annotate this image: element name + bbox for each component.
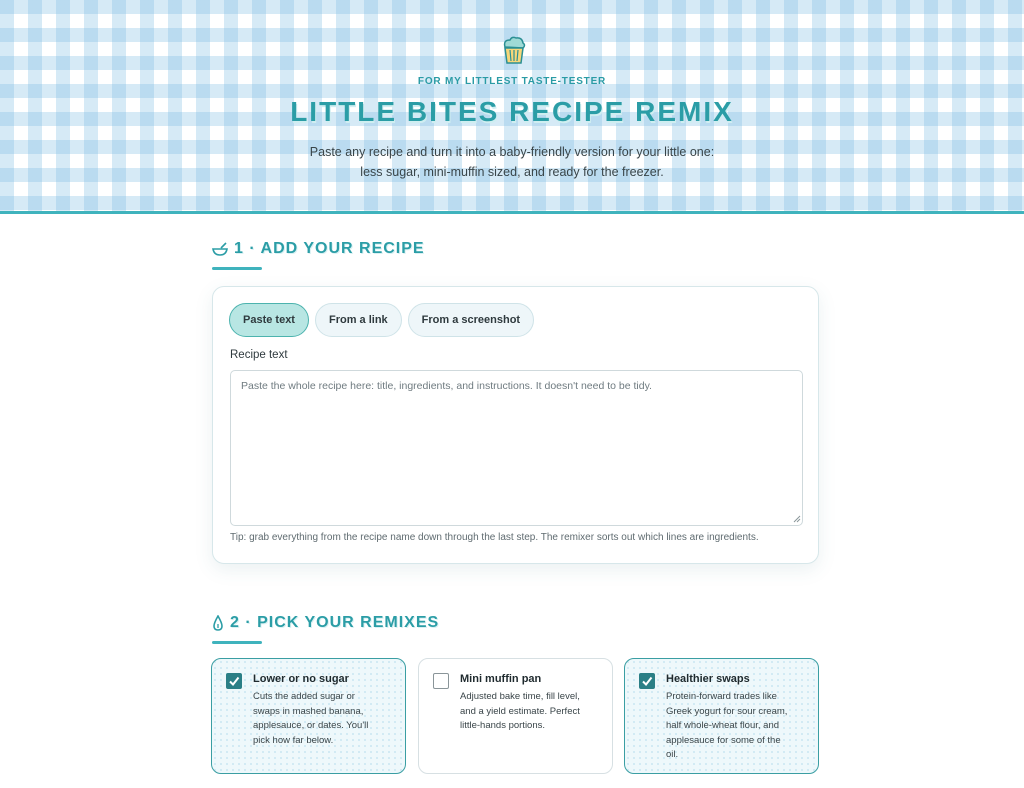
option-desc-line: Adjusted bake time, fill level, [460, 691, 580, 702]
step1-title: 1 · ADD YOUR RECIPE [234, 240, 425, 257]
option-desc-line: Protein-forward trades like [666, 691, 777, 702]
resize-handle-icon[interactable] [793, 515, 801, 523]
input-mode-tabs [229, 303, 534, 337]
bowl-icon [212, 242, 228, 256]
checkmark-icon [228, 675, 240, 687]
muffin-icon [499, 34, 529, 66]
option-desc-line: oil. [666, 749, 679, 760]
recipe-input-card [212, 286, 819, 564]
checkbox-healthier-swaps[interactable] [639, 673, 655, 689]
option-healthier-swaps[interactable] [624, 658, 819, 774]
recipe-text-label: Recipe text [230, 349, 288, 361]
hero-subtitle-line: less sugar, mini-muffin sized, and ready for the freezer. [360, 165, 664, 179]
checkbox-mini-muffin[interactable] [433, 673, 449, 689]
option-desc-line: and a yield estimate. Perfect [460, 705, 580, 717]
option-description [666, 690, 808, 763]
step2-underline [212, 641, 262, 644]
page-title: LITTLE BITES RECIPE REMIX [290, 96, 734, 127]
option-desc-line: half whole-wheat flour, and [666, 720, 780, 731]
hero-eyebrow: FOR MY LITTLEST TASTE-TESTER [417, 76, 607, 87]
step2-heading [212, 612, 439, 634]
hero-subtitle-line: Paste any recipe and turn it into a baby-friendly version for your little one: [309, 145, 715, 159]
option-title: Mini muffin pan [460, 673, 542, 685]
hero-header [0, 0, 1024, 214]
option-desc-line: swaps in mashed banana, [253, 705, 364, 717]
tab-from-link[interactable]: From a link [315, 303, 402, 337]
option-title: Healthier swaps [666, 673, 750, 685]
step1-underline [212, 267, 262, 270]
recipe-text-input[interactable] [230, 370, 803, 526]
option-desc-line: Greek yogurt for sour cream, [666, 705, 788, 717]
option-mini-muffin[interactable] [418, 658, 613, 774]
option-desc-line: applesauce for some of the [666, 734, 781, 746]
option-desc-line: pick how far below. [253, 734, 334, 746]
option-description [460, 690, 602, 734]
step2-title: 2 · PICK YOUR REMIXES [230, 614, 440, 631]
tab-paste-text[interactable]: Paste text [229, 303, 309, 337]
option-desc-line: little-hands portions. [460, 720, 546, 731]
option-desc-line: Cuts the added sugar or [253, 691, 355, 702]
option-description [253, 690, 395, 748]
option-lower-sugar[interactable] [211, 658, 406, 774]
checkmark-icon [641, 675, 653, 687]
hero-subtitle [262, 142, 762, 182]
option-desc-line: applesauce, or dates. You'll [253, 720, 369, 731]
tab-from-screenshot[interactable]: From a screenshot [408, 303, 534, 337]
drop-icon [212, 615, 224, 631]
step1-heading [212, 238, 425, 260]
checkbox-lower-sugar[interactable] [226, 673, 242, 689]
recipe-tip: Tip: grab everything from the recipe name down through the last step. The remixer sorts out which lines are ingredients. [230, 532, 759, 543]
option-title: Lower or no sugar [253, 673, 349, 685]
